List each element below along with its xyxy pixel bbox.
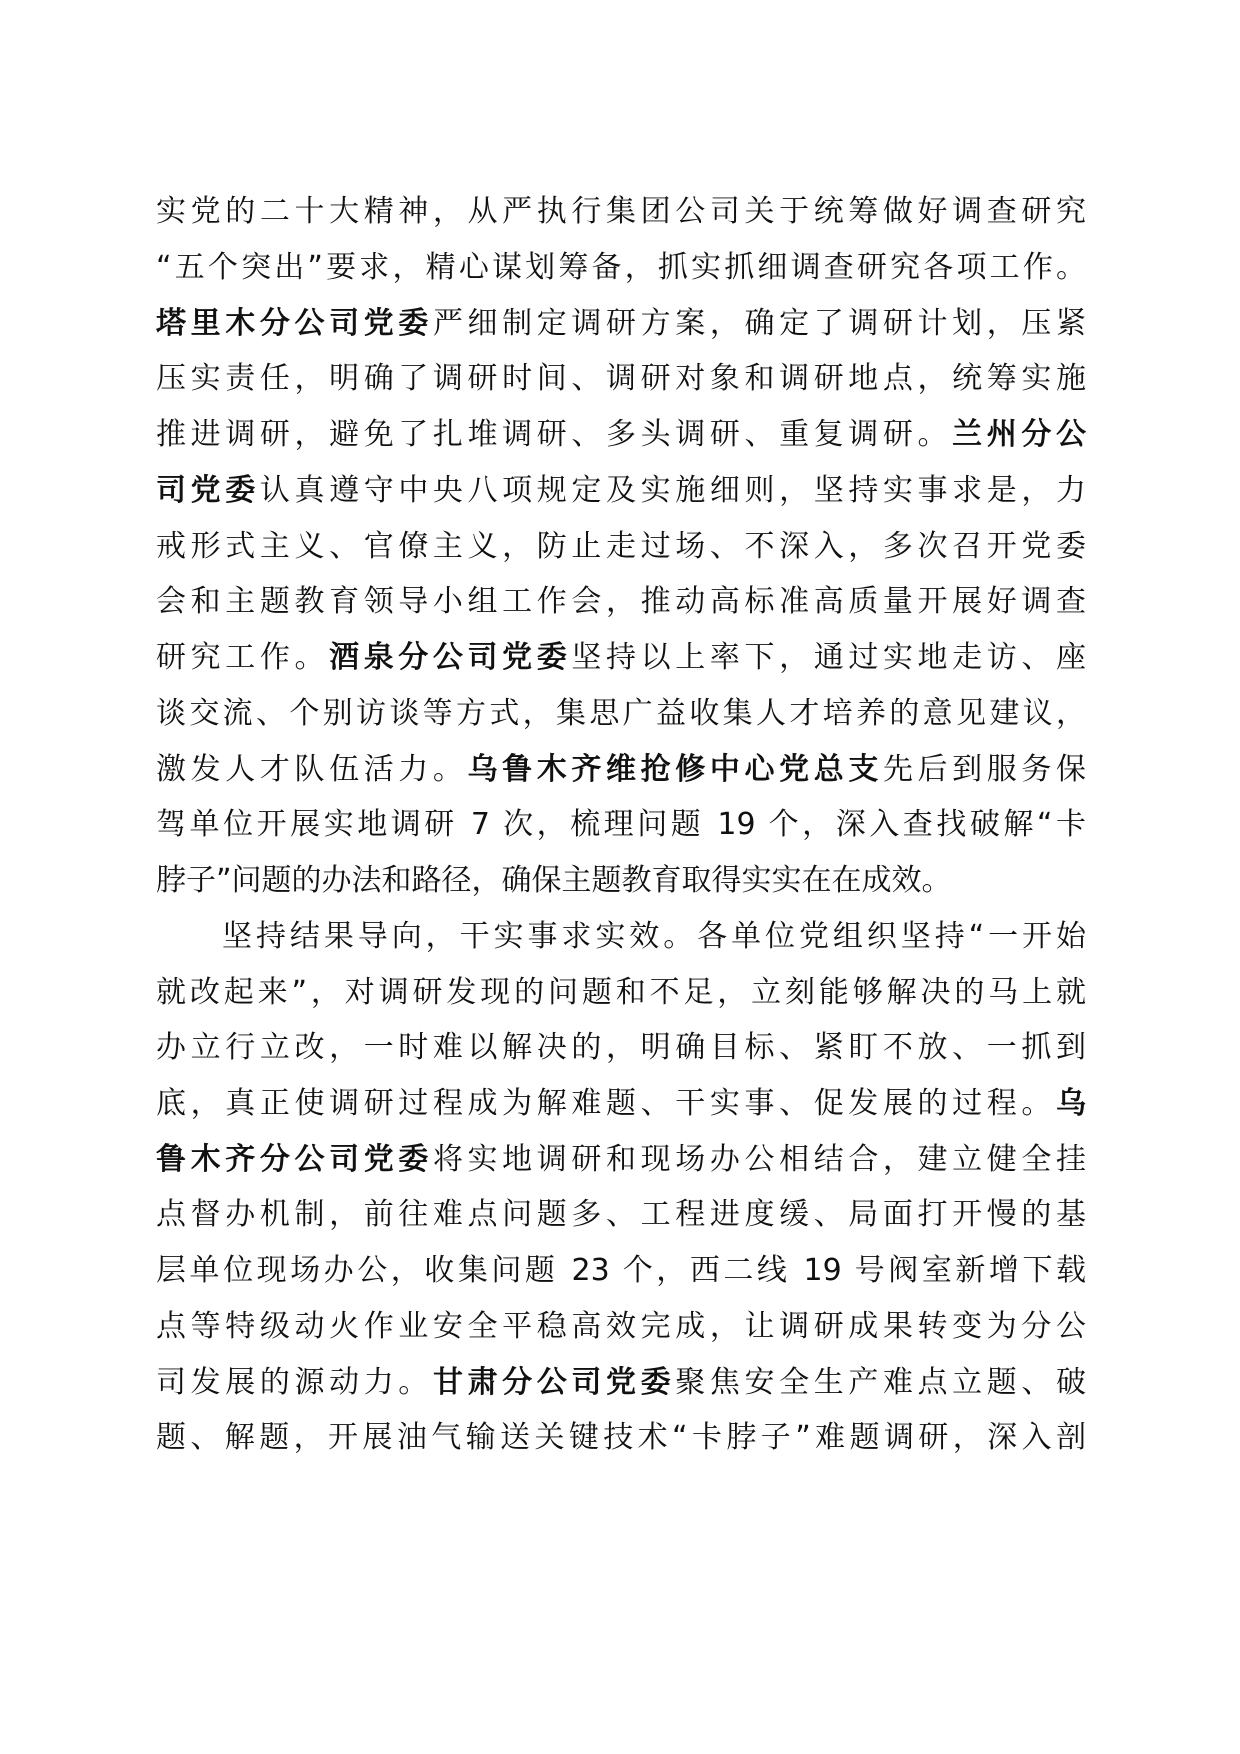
text-line: 压实责任，明确了调研时间、调研对象和调研地点，统筹实施 bbox=[156, 361, 1086, 396]
text-line: 驾单位开展实地调研 7 次，梳理问题 19 个，深入查找破解“卡 bbox=[156, 807, 1086, 842]
text-line: 司发展的源动力。甘肃分公司党委聚焦安全生产难点立题、破 bbox=[156, 1365, 1087, 1400]
text-line: 点督办机制，前往难点问题多、工程进度缓、局面打开慢的基 bbox=[156, 1197, 1086, 1232]
text-line: 底，真正使调研过程成为解难题、干实事、促发展的过程。乌 bbox=[156, 1086, 1086, 1121]
org-name: 司党委 bbox=[156, 473, 260, 508]
text-line: 层单位现场办公，收集问题 23 个，西二线 19 号阀室新增下载 bbox=[156, 1253, 1086, 1288]
text-line: 塔里木分公司党委严细制定调研方案，确定了调研计划，压紧 bbox=[156, 306, 1087, 341]
text-line: 点等特级动火作业安全平稳高效完成，让调研成果转变为分公 bbox=[156, 1309, 1086, 1344]
org-name: 鲁木齐分公司党委 bbox=[156, 1142, 433, 1177]
text-line: 办立行立改，一时难以解决的，明确目标、紧盯不放、一抓到 bbox=[156, 1030, 1086, 1065]
text-line: “五个突出”要求，精心谋划筹备，抓实抓细调查研究各项工作。 bbox=[156, 250, 1086, 285]
org-name: 酒泉分公司党委 bbox=[329, 640, 572, 675]
text-line: 会和主题教育领导小组工作会，推动高标准高质量开展好调查 bbox=[156, 584, 1086, 619]
text-line: 谈交流、个别访谈等方式，集思广益收集人才培养的意见建议， bbox=[156, 696, 1086, 731]
text-line: 激发人才队伍活力。乌鲁木齐维抢修中心党总支先后到服务保 bbox=[156, 752, 1087, 787]
text-line: 戒形式主义、官僚主义，防止走过场、不深入，多次召开党委 bbox=[156, 529, 1086, 564]
text-line: 就改起来”，对调研发现的问题和不足，立刻能够解决的马上就 bbox=[156, 975, 1086, 1010]
org-name: 乌 bbox=[1056, 1086, 1086, 1121]
org-name: 塔里木分公司党委 bbox=[156, 306, 433, 341]
org-name: 乌鲁木齐维抢修中心党总支 bbox=[467, 752, 883, 787]
text-line: 推进调研，避免了扎堆调研、多头调研、重复调研。兰州分公 bbox=[156, 417, 1087, 452]
text-line: 鲁木齐分公司党委将实地调研和现场办公相结合，建立健全挂 bbox=[156, 1142, 1087, 1177]
text-line: 司党委认真遵守中央八项规定及实施细则，坚持实事求是，力 bbox=[156, 473, 1087, 508]
org-name: 甘肃分公司党委 bbox=[432, 1365, 676, 1400]
paragraph-first-line: 坚持结果导向，干实事求实效。各单位党组织坚持“一开始 bbox=[222, 919, 1086, 954]
text-line: 研究工作。酒泉分公司党委坚持以上率下，通过实地走访、座 bbox=[156, 640, 1087, 675]
paragraph-end-line: 脖子”问题的办法和路径，确保主题教育取得实实在在成效。 bbox=[156, 863, 952, 898]
org-name: 兰州分公 bbox=[952, 417, 1087, 452]
text-line: 实党的二十大精神，从严执行集团公司关于统筹做好调查研究 bbox=[156, 194, 1086, 229]
text-line: 题、解题，开展油气输送关键技术“卡脖子”难题调研，深入剖 bbox=[156, 1420, 1086, 1455]
